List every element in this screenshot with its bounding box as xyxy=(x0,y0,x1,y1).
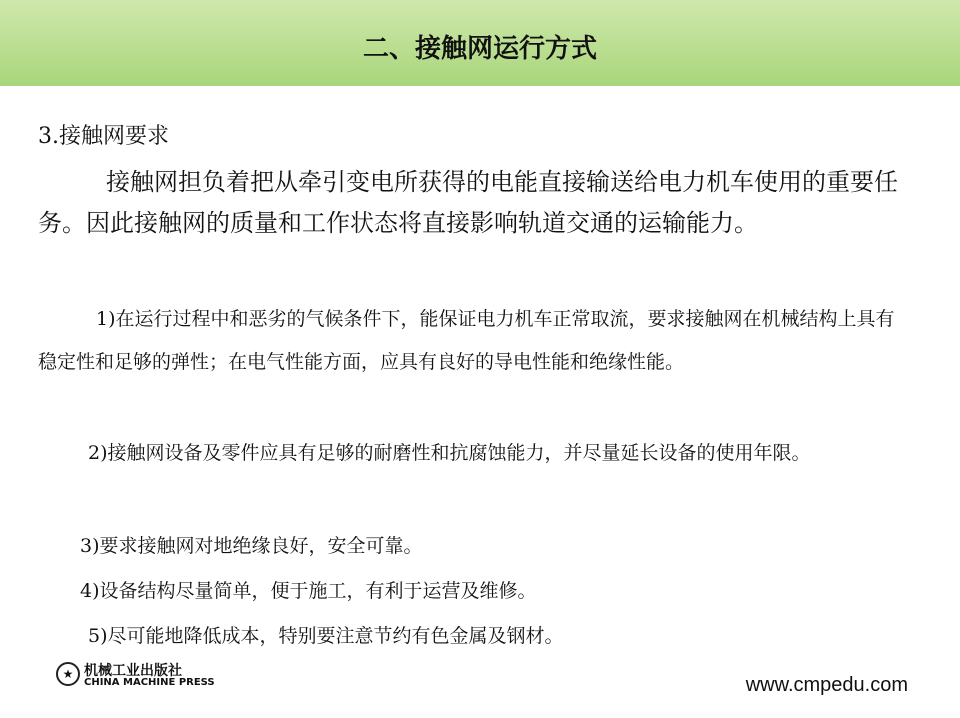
website-url: www.cmpedu.com xyxy=(745,674,908,696)
requirement-item-2: 2)接触网设备及零件应具有足够的耐磨性和抗腐蚀能力，并尽量延长设备的使用年限。 xyxy=(88,442,811,464)
requirement-item-3: 3)要求接触网对地绝缘良好，安全可靠。 xyxy=(80,535,423,557)
publisher-name-en: CHINA MACHINE PRESS xyxy=(84,677,215,688)
section-heading: 3.接触网要求 xyxy=(38,124,169,149)
intro-text: 接触网担负着把从牵引变电所获得的电能直接输送给电力机车使用的重要任务。因此接触网的质量和工作状态将直接影响轨道交通的运输能力。 xyxy=(38,168,898,237)
slide-header xyxy=(0,0,960,86)
publisher-name-cn: 机械工业出版社 xyxy=(84,663,182,679)
intro-paragraph xyxy=(38,162,908,244)
requirement-item-1: 1)在运行过程中和恶劣的气候条件下，能保证电力机车正常取流，要求接触网在机械结构上具有稳定性和足够的弹性；在电气性能方面，应具有良好的导电性能和绝缘性能。 xyxy=(38,308,895,373)
star-icon: ★ xyxy=(56,662,80,686)
requirement-item-5: 5)尽可能地降低成本，特别要注意节约有色金属及钢材。 xyxy=(88,625,564,647)
publisher-logo xyxy=(56,660,216,692)
slide-title: 二、接触网运行方式 xyxy=(362,34,597,64)
requirement-item-4: 4)设备结构尽量简单，便于施工，有利于运营及维修。 xyxy=(80,580,537,602)
